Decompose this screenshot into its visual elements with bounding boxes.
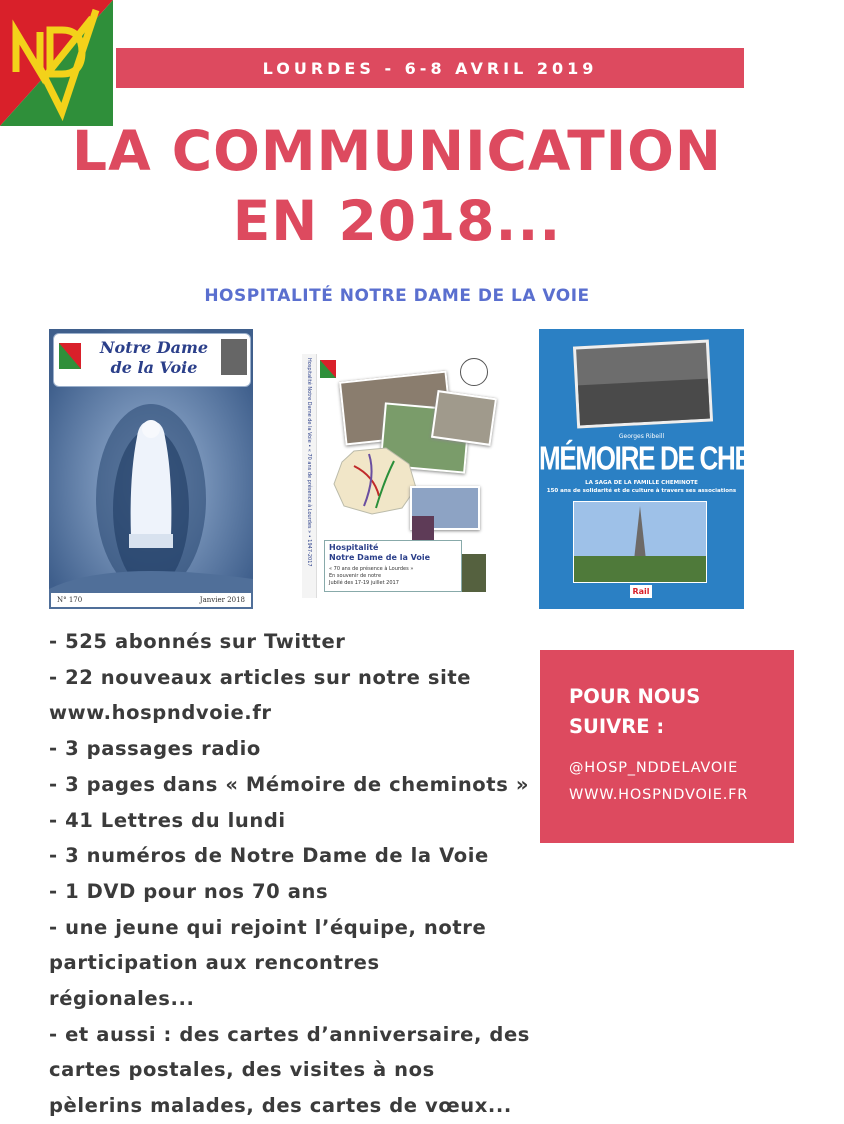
list-item: - 3 numéros de Notre Dame de la Voie — [49, 844, 489, 868]
brochure-notes — [329, 566, 413, 587]
list-item: - une jeune qui rejoint l’équipe, notre — [49, 915, 487, 939]
bullet-list — [49, 624, 529, 1124]
brochure-note-2: Jubilé des 17-19 juillet 2017 — [329, 580, 399, 586]
france-map — [324, 446, 424, 516]
list-item: www.hospndvoie.fr — [49, 701, 272, 725]
list-item: - 3 passages radio — [49, 737, 261, 761]
event-banner-text: LOURDES - 6-8 AVRIL 2019 — [262, 58, 598, 78]
follow-title-line-2: SUIVRE : — [569, 715, 665, 738]
brochure-spine — [302, 354, 317, 598]
follow-title — [569, 682, 700, 742]
list-item: - 3 pages dans « Mémoire de cheminots » — [49, 772, 530, 796]
brochure-spine-text: Hospitalité Notre Dame de la Voie • « 70 ans de présence à Lourdes » • 1947-2017 — [306, 358, 312, 567]
track-photo — [221, 339, 247, 375]
book-title: MÉMOIRE DE CHEMINOTS — [539, 438, 844, 478]
twitter-handle: @HOSP_NDDELAVOIE — [569, 760, 739, 776]
brochure-cover — [302, 354, 494, 598]
magazine-footer — [51, 593, 251, 607]
brochure-text-box — [324, 540, 462, 592]
grotto-small-photo — [462, 554, 486, 592]
ndv-logo — [0, 0, 113, 126]
brochure-title — [329, 543, 430, 563]
crowd-photo — [431, 390, 497, 446]
brochure-note-1: En souvenir de notre — [329, 573, 382, 579]
brochure-title-line-1: Hospitalité — [329, 543, 379, 552]
page-title-line-2: EN 2018... — [232, 189, 562, 253]
list-item: pèlerins malades, des cartes de vœux... — [49, 1094, 512, 1118]
magazine-logo — [59, 343, 81, 369]
magazine-title-line-1: Notre Dame — [99, 338, 209, 357]
magazine-title-line-2: de la Voie — [110, 358, 198, 377]
list-item: cartes postales, des visites à nos — [49, 1058, 435, 1082]
list-item: participation aux rencontres — [49, 951, 380, 975]
archive-photo — [573, 339, 713, 428]
list-item: - 41 Lettres du lundi — [49, 808, 286, 832]
list-item: - 1 DVD pour nos 70 ans — [49, 879, 329, 903]
magazine-date: Janvier 2018 — [199, 596, 245, 604]
brochure-title-line-2: Notre Dame de la Voie — [329, 553, 431, 562]
page-title — [0, 116, 794, 256]
list-item: - 22 nouveaux articles sur notre site — [49, 665, 472, 689]
magazine-cover — [49, 329, 253, 609]
follow-title-line-1: POUR NOUS — [569, 685, 701, 708]
website-link: WWW.HOSPNDVOIE.FR — [569, 787, 749, 803]
list-item: - et aussi : des cartes d’anniversaire, des — [49, 1022, 530, 1046]
brochure-seal — [460, 358, 488, 386]
eiffel-tower-photo — [573, 501, 707, 583]
brochure-quote: « 70 ans de présence à Lourdes » — [329, 566, 414, 572]
book-publisher: Rail — [630, 585, 652, 598]
event-banner — [116, 48, 744, 88]
small-logo-photo — [412, 516, 434, 540]
book-author: Georges Ribeill — [618, 433, 665, 440]
list-item: - 525 abonnés sur Twitter — [49, 630, 346, 653]
book-subtitle-line-2: 150 ans de solidarité et de culture à travers ses associations — [546, 488, 737, 494]
book-cover — [539, 329, 844, 609]
page-title-line-1: LA COMMUNICATION — [72, 119, 722, 183]
page-subtitle: HOSPITALITÉ NOTRE DAME DE LA VOIE — [204, 286, 590, 306]
follow-box — [540, 650, 794, 843]
book-subtitle — [539, 479, 744, 495]
list-item: régionales... — [49, 987, 195, 1011]
magazine-title — [89, 338, 219, 378]
magazine-issue: N° 170 — [57, 596, 83, 604]
ndv-logo-graphic — [0, 0, 113, 126]
book-subtitle-line-1: LA SAGA DE LA FAMILLE CHEMINOTE — [585, 480, 698, 486]
brochure-logo — [320, 360, 336, 378]
